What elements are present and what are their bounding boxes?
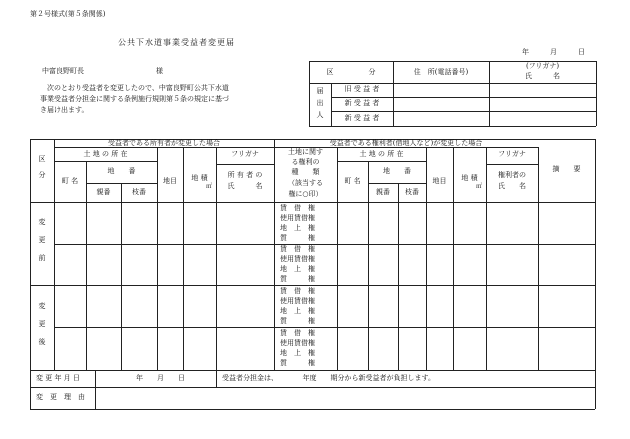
area-unit-2: ㎡ xyxy=(476,183,483,190)
burden-sentence: 受益者分担金は、 年度 期分から新受益者が負担します。 xyxy=(222,374,435,382)
rights-block-4-r2: 使用賃借権 xyxy=(280,339,315,347)
right-type-label-3: 種 類 xyxy=(291,168,320,176)
body-line-3: き届け出ます。 xyxy=(40,106,89,114)
rights-block-3-r4: 質 権 xyxy=(280,317,315,325)
land-location-1: 土 地 の 所 在 xyxy=(83,150,128,158)
land-type-label-1: 地目 xyxy=(163,177,177,185)
before-label-2: 更 xyxy=(38,236,46,244)
branch-no-label-1: 枝番 xyxy=(132,188,146,196)
right-type-label-4: （該当する xyxy=(288,179,323,187)
parent-no-label-2: 親番 xyxy=(376,188,390,196)
after-label-1: 変 xyxy=(38,302,46,310)
rights-block-3-r3: 地 上 権 xyxy=(280,307,315,315)
submission-date: 年 月 日 xyxy=(522,48,585,56)
rights-block-3-r1: 賃 借 権 xyxy=(280,287,315,295)
area-label-2: 地 積 xyxy=(461,174,478,182)
area-unit-1: ㎡ xyxy=(206,183,213,190)
rights-block-1-r1: 賃 借 権 xyxy=(280,204,315,212)
right-type-label-1: 土地に関す xyxy=(288,148,323,156)
side-label-3: 人 xyxy=(316,111,324,119)
parent-no-label-1: 親番 xyxy=(96,188,111,196)
holder-change-header: 受益者である権利者(借地人など)が変更した場合 xyxy=(329,139,483,147)
land-location-2: 土 地 の 所 在 xyxy=(359,150,404,158)
after-label-2: 更 xyxy=(38,320,46,328)
col-address: 住 所(電話番号) xyxy=(413,68,469,76)
area-label-1: 地 積 xyxy=(191,174,208,182)
owner-name-label-2: 氏 名 xyxy=(227,182,263,190)
addressee: 中富良野町長 xyxy=(42,67,84,75)
furigana-holder: フリガナ xyxy=(498,150,526,158)
town-label-1: 町 名 xyxy=(61,177,79,185)
rights-block-2-r3: 地 上 権 xyxy=(280,265,315,273)
rights-block-1-r2: 使用賃借権 xyxy=(280,214,315,222)
change-reason-label: 変 更 理 由 xyxy=(36,393,85,401)
form-title: 公共下水道事業受益者変更届 xyxy=(118,38,235,47)
rights-block-3-r2: 使用賃借権 xyxy=(280,297,315,305)
row-old-beneficiary: 旧 受 益 者 xyxy=(344,85,380,93)
before-label-1: 変 xyxy=(38,218,46,226)
body-line-1: 次のとおり受益者を変更したので、中富良野町公共下水道 xyxy=(40,84,229,92)
after-label-3: 後 xyxy=(38,338,46,346)
change-date-value: 年 月 日 xyxy=(136,374,185,382)
rights-block-1-r3: 地 上 権 xyxy=(280,224,315,232)
right-type-label-5: 権に○印） xyxy=(288,190,323,198)
side-label-2: 出 xyxy=(316,99,324,107)
row-new-beneficiary-2: 新 受 益 者 xyxy=(344,114,380,122)
change-date-label: 変 更 年 月 日 xyxy=(36,374,80,382)
town-label-2: 町 名 xyxy=(344,177,361,185)
rights-block-4-r3: 地 上 権 xyxy=(280,349,315,357)
owner-name-label-1: 所 有 者 の xyxy=(227,171,263,179)
furigana-owner: フリガナ xyxy=(231,150,259,158)
honorific: 様 xyxy=(156,67,163,75)
branch-no-label-2: 枝番 xyxy=(405,188,419,196)
rights-block-2-r1: 賃 借 権 xyxy=(280,245,315,253)
rights-block-4-r4: 質 権 xyxy=(280,359,315,367)
col-name: 氏 名 xyxy=(525,72,560,80)
row-new-beneficiary-1: 新 受 益 者 xyxy=(344,99,380,107)
side-label-1: 届 xyxy=(316,87,324,95)
body-line-2: 事業受益者分担金に関する条例施行規則第５条の規定に基づ xyxy=(40,95,229,103)
kubun-label-1: 区 xyxy=(38,155,46,163)
land-type-label-2: 地目 xyxy=(432,177,447,185)
before-label-3: 前 xyxy=(38,254,46,262)
kubun-label-2: 分 xyxy=(38,171,46,179)
col-kubun: 区 分 xyxy=(326,68,376,76)
holder-name-label-1: 権利者の xyxy=(498,171,526,179)
lot-no-label-1: 地 番 xyxy=(107,167,136,175)
owner-change-header: 受益者である所有者が変更した場合 xyxy=(108,139,220,147)
lot-no-label-2: 地 番 xyxy=(383,167,411,175)
remarks-label: 摘 要 xyxy=(552,165,581,173)
form-number: 第２号様式(第５条関係) xyxy=(30,10,106,18)
col-furigana: (フリガナ) xyxy=(525,62,560,70)
rights-block-1-r4: 質 権 xyxy=(280,234,315,242)
rights-block-2-r2: 使用賃借権 xyxy=(280,255,315,263)
holder-name-label-2: 氏 名 xyxy=(498,182,526,190)
right-type-label-2: る権利の xyxy=(291,158,320,166)
rights-block-4-r1: 賃 借 権 xyxy=(280,329,315,337)
rights-block-2-r4: 質 権 xyxy=(280,275,315,283)
